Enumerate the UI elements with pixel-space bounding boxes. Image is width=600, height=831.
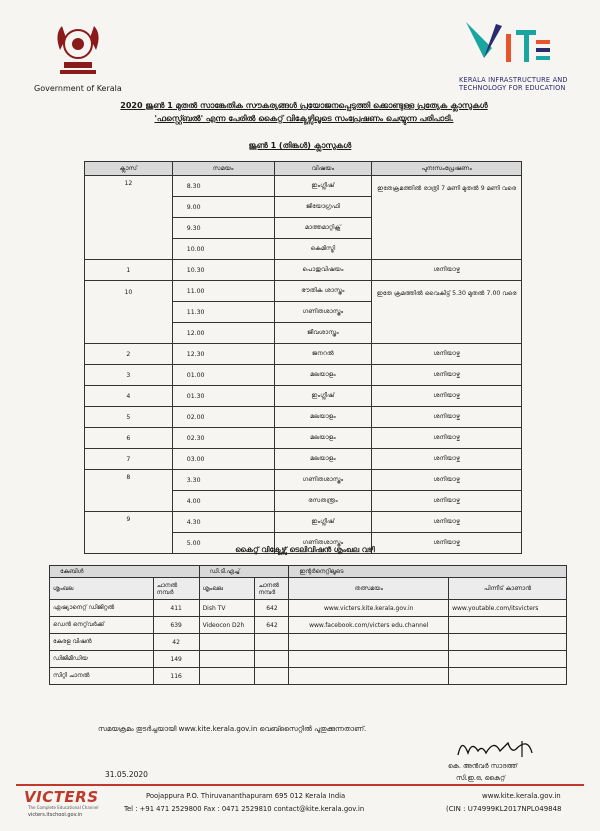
empty-cell [199,634,255,651]
time-cell: 8.30 [172,176,274,197]
subject-cell: ജീവശാസ്ത്രം [274,323,372,344]
kite-logo-icon [462,18,552,70]
footnote: സമയക്രമം തുടർച്ചയായി www.kite.kerala.gov.in വെബ്സൈറ്റിൽ പുതുക്കുന്നതാണ്. [98,725,367,733]
footer-divider [16,784,584,786]
header-time: സമയം [172,162,274,176]
rerun-note-12: ഇതേക്രമത്തിൽ രാത്രി 7 മണി മുതൽ 9 മണി വരെ [372,176,522,260]
time-cell: 4.00 [172,491,274,512]
cable-channel-no: 42 [153,634,199,651]
later-link [449,617,567,634]
table-row [85,386,522,407]
document-title-line1: 2020 ജൂൺ 1 മുതൽ സാങ്കേതിക സൗകര്യങ്ങൾ പ്രയോജനപ്പെടുത്തി ക്കൊണ്ടുള്ള പ്രത്യേക ക്ലാസുകൾ [120,101,488,110]
group-dth: ഡി.ടി.എച്ച് [199,566,289,578]
subject-cell: ജിയോഗ്രഫി [274,197,372,218]
table-row [85,470,522,491]
rerun-cell: ശനിയാഴ്ച [372,449,522,470]
time-cell: 5.00 [172,533,274,554]
time-cell: 11.30 [172,302,274,323]
header-rerun: പുനഃസംപ്രേഷണം [372,162,522,176]
empty-cell [199,651,255,668]
group-cable: കേബിൾ [50,566,200,578]
empty-cell [449,651,567,668]
empty-cell [255,651,289,668]
subject-cell: മലയാളം [274,365,372,386]
kite-subtitle-line1: KERALA INFRASTRUCTURE AND [459,76,568,84]
time-cell: 9.00 [172,197,274,218]
cable-network: ഏഷ്യാനെറ്റ് ഡിജിറ്റൽ [50,600,154,617]
subject-cell: ഗണിതശാസ്ത്രം [274,302,372,323]
table-row [50,668,567,685]
table-row [85,428,522,449]
time-cell: 03.00 [172,449,274,470]
group-internet: ഇന്റർനെറ്റിലൂടെ [289,566,567,578]
cable-channel-no: 116 [153,668,199,685]
subject-cell: ഇംഗ്ലീഷ് [274,176,372,197]
contact-line: Tel : +91 471 2529800 Fax : 0471 2529810 contact@kite.kerala.gov.in [124,805,365,813]
table-row [85,281,522,302]
subject-cell: കെമിസ്ട്രി [274,239,372,260]
rerun-cell: ശനിയാഴ്ച [372,386,522,407]
sub-live: തത്സമയം [289,578,449,600]
cable-channel-no: 411 [153,600,199,617]
cable-network: കേരള വിഷൻ [50,634,154,651]
class-cell: 4 [85,386,173,407]
time-cell: 12.30 [172,344,274,365]
subject-cell: ഇംഗ്ലീഷ് [274,386,372,407]
schedule-subtitle: ജൂൺ 1 (തിങ്കൾ) ക്ലാസുകൾ [248,141,352,150]
document-title-line2: 'ഫസ്റ്റ്ബെൽ' എന്ന പേരിൽ കൈറ്റ് വിക്ടേഴ്സിലൂടെ സംപ്രേഷണം ചെയ്യുന്ന പരിപാടി. [154,114,454,123]
time-cell: 12.00 [172,323,274,344]
subject-cell: പൊതുവിഷയം [274,260,372,281]
later-link[interactable]: www.youtable.com/itsvicters [449,600,567,617]
channels-heading: കൈറ്റ് വിക്ടേഴ്സ് ടെലിവിഷൻ ശൃംഖല വഴി [235,545,375,554]
sub-later: പിന്നീട് കാണാൻ [449,578,567,600]
subject-cell: മലയാളം [274,428,372,449]
subject-cell: ഗണിതശാസ്ത്രം [274,533,372,554]
dth-channel-no: 642 [255,617,289,634]
class-cell: 12 [85,176,173,260]
kite-subtitle-line2: TECHNOLOGY FOR EDUCATION [459,84,566,92]
table-row [50,617,567,634]
subject-cell: മാത്തമാറ്റിക്സ് [274,218,372,239]
sub-channel-no: ചാനൽ നമ്പർ [153,578,199,600]
empty-cell [289,651,449,668]
government-label: Government of Kerala [34,84,122,93]
class-cell: 3 [85,365,173,386]
table-row [85,260,522,281]
victers-url[interactable]: victers.itschool.gov.in [28,812,83,818]
class-cell: 2 [85,344,173,365]
channels-table [49,565,567,685]
sub-network: ശൃംഖല [50,578,154,600]
channels-group-row [50,566,567,578]
empty-cell [255,634,289,651]
class-cell: 5 [85,407,173,428]
subject-cell: ഗണിതശാസ്ത്രം [274,470,372,491]
rerun-cell: ശനിയാഴ്ച [372,428,522,449]
rerun-cell: ശനിയാഴ്ച [372,533,522,554]
time-cell: 10.00 [172,239,274,260]
rerun-cell: ശനിയാഴ്ച [372,260,522,281]
live-link[interactable]: www.facebook.com/victers edu.channel [289,617,449,634]
subject-cell: ഭൗതിക ശാസ്ത്രം [274,281,372,302]
dth-network: Dish TV [199,600,255,617]
address-line: Poojappura P.O. Thiruvananthapuram 695 012 Kerala India [146,792,346,800]
live-link[interactable]: www.victers.kite.kerala.gov.in [289,600,449,617]
subject-cell: ജനറൽ [274,344,372,365]
cable-network: ഡിജിമീഡിയ [50,651,154,668]
kerala-emblem-icon [52,20,104,80]
class-cell: 10 [85,281,173,344]
rerun-cell: ശനിയാഴ്ച [372,470,522,491]
sub-network: ശൃംഖല [199,578,255,600]
document-date: 31.05.2020 [105,770,148,779]
schedule-table [84,161,522,554]
rerun-cell: ശനിയാഴ്ച [372,512,522,533]
time-cell: 9.30 [172,218,274,239]
rerun-cell: ശനിയാഴ്ച [372,407,522,428]
kite-subtitle [459,76,568,92]
table-row [50,651,567,668]
table-row [50,634,567,651]
dth-network: Videocon D2h [199,617,255,634]
rerun-cell: ശനിയാഴ്ച [372,491,522,512]
table-row [85,365,522,386]
cable-channel-no: 149 [153,651,199,668]
victers-tagline: The Complete Educational Channel [28,805,99,810]
subject-cell: മലയാളം [274,407,372,428]
cin-number: (CIN : U74999KL2017NPL049848 [446,805,562,813]
table-row [85,407,522,428]
header-class: ക്ലാസ് [85,162,173,176]
empty-cell [289,634,449,651]
table-row [85,449,522,470]
rerun-note-10: ഇതേ ക്രമത്തിൽ വൈകിട്ട് 5.30 മുതൽ 7.00 വരെ [372,281,522,344]
class-cell: 8 [85,470,173,512]
time-cell: 02.00 [172,407,274,428]
empty-cell [449,668,567,685]
empty-cell [289,668,449,685]
table-row [85,344,522,365]
time-cell: 4.30 [172,512,274,533]
time-cell: 01.30 [172,386,274,407]
schedule-header-row [85,162,522,176]
class-cell: 9 [85,512,173,554]
subject-cell: രസതന്ത്രം [274,491,372,512]
class-cell: 1 [85,260,173,281]
time-cell: 11.00 [172,281,274,302]
table-row [85,176,522,197]
signatory [448,760,558,784]
empty-cell [255,668,289,685]
dth-channel-no: 642 [255,600,289,617]
table-row [85,512,522,533]
cable-network: ഡെൻ നെറ്റ്‌വർക്ക് [50,617,154,634]
signatory-name: കെ. അൻവർ സാദത്ത് [448,762,518,770]
rerun-cell: ശനിയാഴ്ച [372,365,522,386]
subject-cell: മലയാളം [274,449,372,470]
signatory-title: സി.ഇ.ഒ, കൈറ്റ് [456,774,506,782]
rerun-cell: ശനിയാഴ്ച [372,344,522,365]
signature-icon [448,735,558,761]
channels-subheader-row [50,578,567,600]
subject-cell: ഇംഗ്ലീഷ് [274,512,372,533]
cable-channel-no: 639 [153,617,199,634]
class-cell: 7 [85,449,173,470]
time-cell: 01.00 [172,365,274,386]
table-row [50,600,567,617]
class-cell: 6 [85,428,173,449]
header-subject: വിഷയം [274,162,372,176]
time-cell: 3.30 [172,470,274,491]
time-cell: 02.30 [172,428,274,449]
cable-network: സിറ്റി ചാനൽ [50,668,154,685]
time-cell: 10.30 [172,260,274,281]
victers-logo: VICTERS [24,788,99,806]
website-link[interactable]: www.kite.kerala.gov.in [482,792,561,800]
sub-channel-no: ചാനൽ നമ്പർ [255,578,289,600]
empty-cell [199,668,255,685]
empty-cell [449,634,567,651]
